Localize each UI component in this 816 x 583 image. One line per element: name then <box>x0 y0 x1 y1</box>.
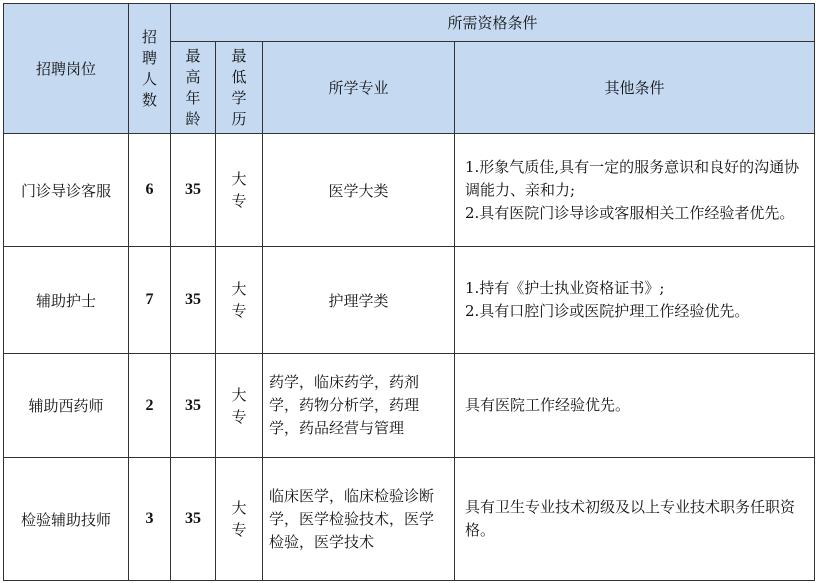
cell-position: 门诊导诊客服 <box>4 134 129 247</box>
header-other: 其他条件 <box>455 42 815 134</box>
cell-position: 辅助护士 <box>4 247 129 354</box>
cell-degree: 大 专 <box>216 458 263 581</box>
cell-other: 1.形象气质佳,具有一定的服务意识和良好的沟通协调能力、亲和力; 2.具有医院门诊导诊或客服相关工作经验者优先。 <box>455 134 815 247</box>
header-count: 招 聘 人 数 <box>129 4 171 134</box>
cell-count: 2 <box>129 354 171 458</box>
cell-major: 临床医学，临床检验诊断学，医学检验技术，医学检验，医学技术 <box>263 458 455 581</box>
cell-age: 35 <box>171 247 216 354</box>
cell-degree: 大 专 <box>216 247 263 354</box>
table-row <box>4 247 815 354</box>
header-qualifications: 所需资格条件 <box>171 4 815 42</box>
cell-other: 1.持有《护士执业资格证书》; 2.具有口腔门诊或医院护理工作经验优先。 <box>455 247 815 354</box>
cell-age: 35 <box>171 134 216 247</box>
header-max-age: 最 高 年 龄 <box>171 42 216 134</box>
cell-degree: 大 专 <box>216 354 263 458</box>
table-row <box>4 458 815 581</box>
cell-count: 7 <box>129 247 171 354</box>
cell-degree: 大 专 <box>216 134 263 247</box>
cell-count: 6 <box>129 134 171 247</box>
table-row <box>4 134 815 247</box>
header-position: 招聘岗位 <box>4 4 129 134</box>
cell-age: 35 <box>171 458 216 581</box>
cell-major: 药学，临床药学，药剂学，药物分析学，药理学，药品经营与管理 <box>263 354 455 458</box>
cell-age: 35 <box>171 354 216 458</box>
cell-position: 检验辅助技师 <box>4 458 129 581</box>
recruitment-table <box>3 3 815 581</box>
cell-other: 具有卫生专业技术初级及以上专业技术职务任职资格。 <box>455 458 815 581</box>
header-min-degree: 最 低 学 历 <box>216 42 263 134</box>
cell-major: 医学大类 <box>263 134 455 247</box>
table-row <box>4 354 815 458</box>
cell-other: 具有医院工作经验优先。 <box>455 354 815 458</box>
cell-major: 护理学类 <box>263 247 455 354</box>
cell-position: 辅助西药师 <box>4 354 129 458</box>
header-major: 所学专业 <box>263 42 455 134</box>
cell-count: 3 <box>129 458 171 581</box>
